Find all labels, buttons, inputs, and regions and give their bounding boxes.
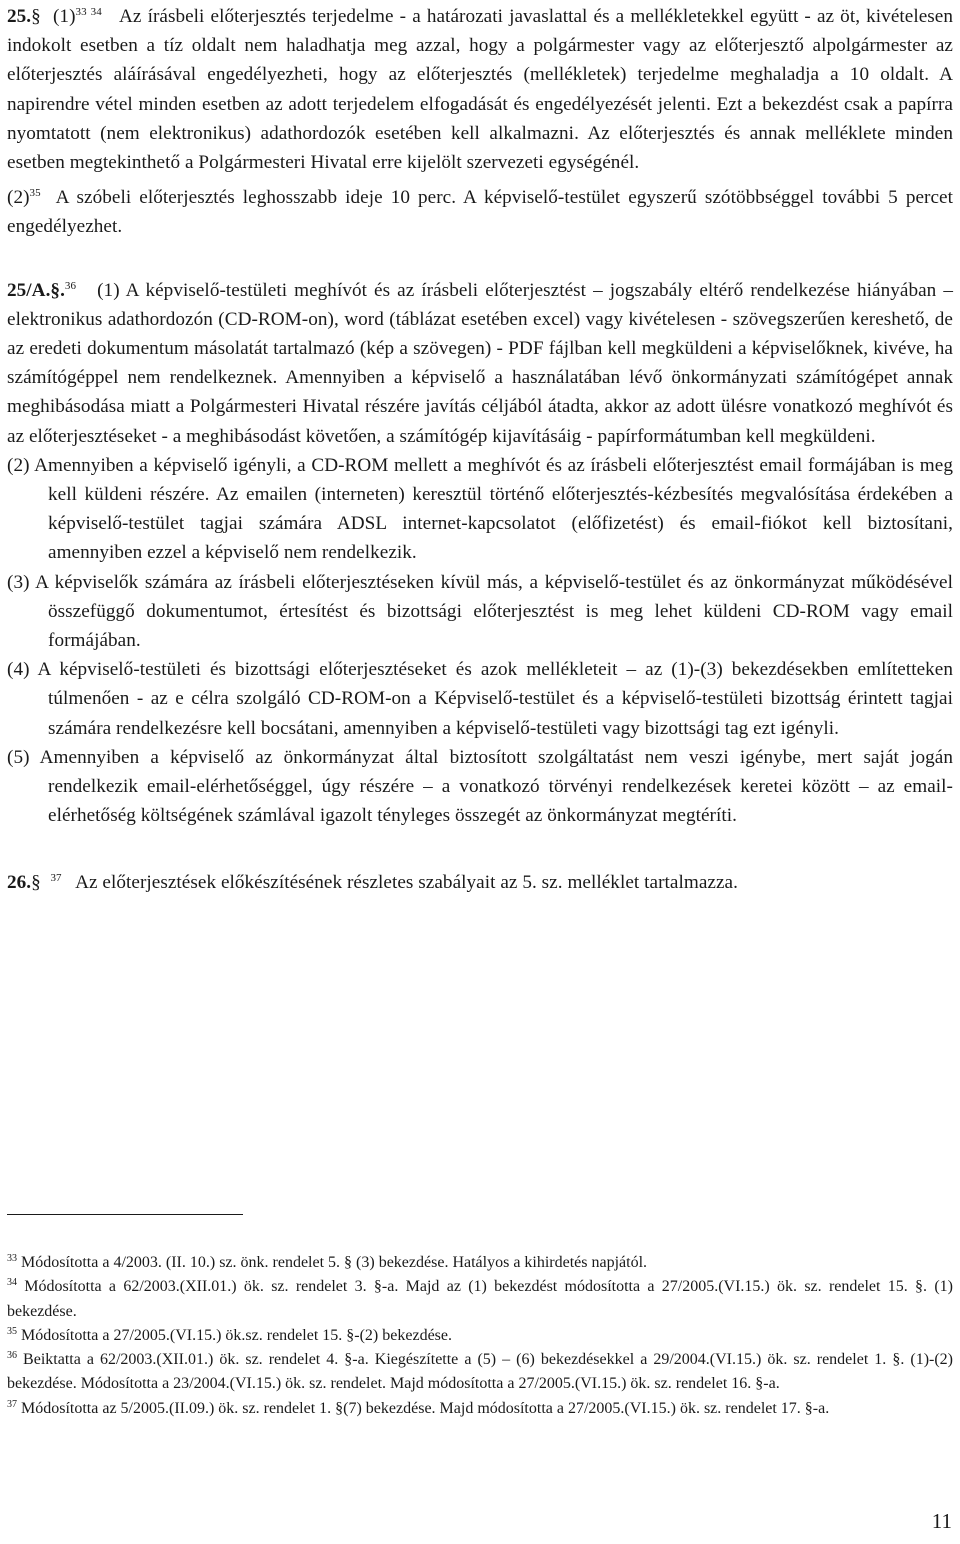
footnote-ref: 35 <box>29 187 41 200</box>
section-number: 26. <box>7 872 32 894</box>
footnote-text: Módosította a 62/2003.(XII.01.) ök. sz. rendelet 3. §-a. Majd az (1) bekezdést módosította a 27/2005.(VI.15.) ök. sz. rendelet 15. §. (1) bekezdése. <box>7 1278 954 1320</box>
section-number: 25/A. <box>7 279 51 301</box>
footnote-ref: 33 34 <box>75 6 102 18</box>
paragraph-label: (1) <box>52 6 76 27</box>
paragraph-label: (2) <box>7 187 30 209</box>
section-26 <box>7 868 953 897</box>
section-25a-paragraph-3: (3) A képviselők számára az írásbeli előterjesztéseken kívül más, a képviselő-testület és az önkormányzat működésével összefüggő dokumentumot, értesítést és bizottsági előterjesztést is meg lehet küldeni CD-ROM vagy email formájában. <box>7 571 953 652</box>
footnote-text: Módosította a 27/2005.(VI.15.) ök.sz. rendelet 15. §-(2) bekezdése. <box>21 1326 452 1344</box>
footnote-separator <box>7 1214 243 1215</box>
footnote-text: Módosította az 5/2005.(II.09.) ök. sz. rendelet 1. §(7) bekezdése. Majd módosította a 27/2005.(VI.15.) ök. sz. rendelet 17. §-a. <box>21 1399 830 1417</box>
footnote-ref: 36 <box>64 279 77 292</box>
footnote-number: 34 <box>7 1277 17 1289</box>
footnotes <box>7 1251 953 1421</box>
footnote-text: Beiktatta a 62/2003.(XII.01.) ök. sz. rendelet 4. §-a. Kiegészítette a (5) – (6) bekezdésekkel a 29/2004.(VI.15.) ök. sz. rendelet 1. §. (1)-(2) bekezdése. Módosította a 23/2004.(VI.15.) ök. sz. rendelet. Majd módosította a 27/2005.(VI.15.) ök. sz. rendelet 16. §-a. <box>7 1351 954 1393</box>
section-mark: § <box>31 6 41 27</box>
section-25a-paragraph-2: (2) Amennyiben a képviselő igényli, a CD-ROM mellett a meghívót és az írásbeli előterjesztést email formájában is meg kell küldeni részére. Az emailen (interneten) keresztül történő előterjesztés-kézbesítés megvalósítása érdekében a képviselő-testület tagjai számára ADSL internet-kapcsolatot (előfizetést) és email-fiókot kell biztosítani, amennyiben ezzel a képviselő nem rendelkezik. <box>7 454 953 564</box>
footnote-ref: 37 <box>50 872 62 885</box>
footnote-number: 36 <box>7 1350 17 1362</box>
footnote-35 <box>7 1324 953 1348</box>
main-text <box>7 2 953 898</box>
paragraph-text: Az előterjesztések előkészítésének részletes szabályait az 5. sz. melléklet tartalmazza. <box>75 872 738 894</box>
section-25a-paragraph-1 <box>7 276 953 451</box>
footnote-text: Módosította a 4/2003. (II. 10.) sz. önk. rendelet 5. § (3) bekezdése. Hatályos a kihirdetés napjától. <box>21 1254 648 1271</box>
section-25-paragraph-2 <box>7 183 953 241</box>
section-25a-paragraph-5: (5) Amennyiben a képviselő az önkormányzat által biztosított szolgáltatást nem veszi igénybe, mert saját jogán rendelkezik email-elérhetőséggel, úgy részére – a vonatkozó törvényi rendelkezések keretei között – az email-elérhetőség költségének számlával igazolt tényleges összegét az önkormányzat megtéríti. <box>7 746 953 827</box>
footnote-36 <box>7 1348 953 1397</box>
footnote-number: 33 <box>7 1253 17 1264</box>
section-number: 25. <box>7 6 32 27</box>
section-mark: § <box>31 872 41 894</box>
footnote-37 <box>7 1397 953 1421</box>
section-25-paragraph-1 <box>7 2 953 177</box>
page-number: 11 <box>931 1509 952 1533</box>
paragraph-text: Az írásbeli előterjesztés terjedelme - a határozati javaslattal és a mellékletekkel együtt - az öt, kivételesen indokolt esetben a tíz oldalt nem haladhatja meg azzal, hogy a polgármester vagy az előterjesztő alpolgármester az előterjesztés aláírásával engedélyezheti, hogy az előterjesztés (mellékletek) terjedelme meghaladja a 10 oldalt. A napirendre vétel minden esetben az adott terjedelem elfogadását és engedélyezését jelenti. Ezt a bekezdést csak a papírra nyomtatott (nem elektronikus) adathordozók esetében kell alkalmazni. Az előterjesztés és annak melléklete minden esetben megtekinthető a Polgármesteri Hivatal erre kijelölt szervezeti egységénél. <box>7 6 954 174</box>
paragraph-text: (1) A képviselő-testületi meghívót és az írásbeli előterjesztést – jogszabály eltérő rendelkezése hiányában – elektronikus adathordozón (CD-ROM-on), word (táblázat esetében excel) vagy kivételesen - szövegszerűen kereshető, de az eredeti dokumentum másolatát tartalmazó (kép a szövegen) - PDF fájlban kell megküldeni a képviselőknek, kivéve, ha számítógéppel nem rendelkeznek. Amennyiben a képviselő a használatában lévő önkormányzati számítógépet annak meghibásodása miatt a Polgármesteri Hivatal részére javítás céljából átadta, akkor az adott ülésre vonatkozó meghívót és az előterjesztéseket - a meghibásodást követően, a számítógép kijavításáig - papírformátumban kell megküldeni. <box>7 279 953 447</box>
footnote-34 <box>7 1275 953 1324</box>
section-mark: §. <box>50 279 65 301</box>
paragraph-text: A szóbeli előterjesztés leghosszabb ideje 10 perc. A képviselő-testület egyszerű szótöbbséggel további 5 percet engedélyezhet. <box>7 187 953 238</box>
footnote-33 <box>7 1251 953 1275</box>
section-25a-paragraph-4: (4) A képviselő-testületi és bizottsági előterjesztéseket és azok mellékleteit – az (1)-(3) bekezdésekben említetteken túlmenően - az e célra szolgáló CD-ROM-on a Képviselő-testület és a képviselő-testületi bizottság érintett tagjai számára rendelkezésre kell bocsátani, amennyiben a képviselő-testületi vagy bizottsági tag ezt igényli. <box>7 659 953 739</box>
footnote-number: 35 <box>7 1325 17 1337</box>
footnote-number: 37 <box>7 1398 17 1410</box>
